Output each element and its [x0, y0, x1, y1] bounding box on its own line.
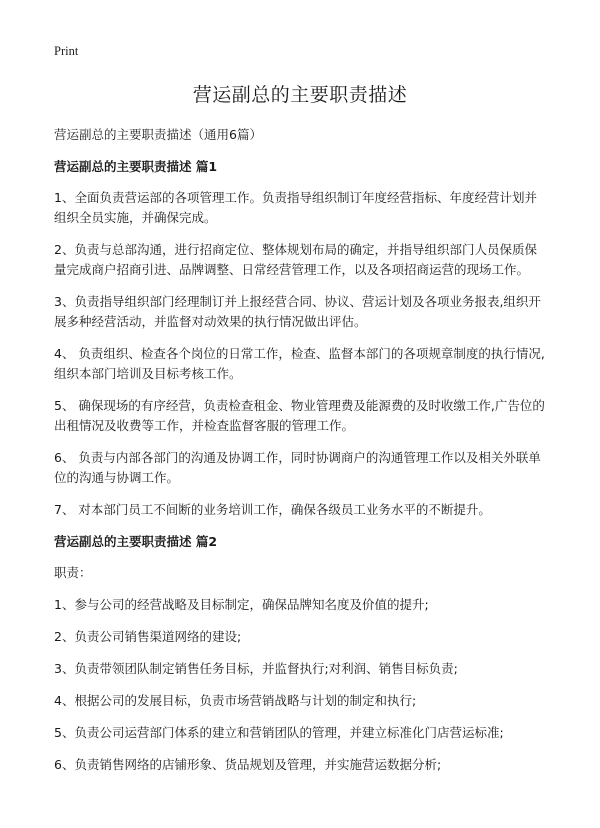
section-2 — [54, 532, 546, 775]
document-title: 营运副总的主要职责描述 — [192, 84, 408, 106]
section-1 — [54, 157, 546, 520]
paragraph: 职责： — [54, 565, 92, 580]
paragraph: 3、负责指导组织部门经理制订并上报经营合同、协议、营运计划及各项业务报表,组织开展多种经营活动，并监督对动效果的执行情况做出评估。 — [54, 294, 541, 329]
paragraph: 1、全面负责营运部的各项管理工作。负责指导组织制订年度经营指标、年度经营计划并组织全员实施，并确保完成。 — [54, 190, 537, 225]
document-subtitle: 营运副总的主要职责描述（通用6篇） — [54, 127, 262, 142]
paragraph: 1、参与公司的经营战略及目标制定，确保品牌知名度及价值的提升; — [54, 597, 429, 612]
paragraph: 5、 确保现场的有序经营，负责检查租金、物业管理费及能源费的及时收缴工作,广告位的出租情况及收费等工作，并检查监督客服的管理工作。 — [54, 398, 545, 433]
paragraph: 6、 负责与内部各部门的沟通及协调工作，同时协调商户的沟通管理工作以及相关外联单位的沟通与协调工作。 — [54, 450, 541, 485]
section-heading: 营运副总的主要职责描述 篇2 — [54, 534, 218, 549]
paragraph: 5、负责公司运营部门体系的建立和营销团队的管理，并建立标准化门店营运标准; — [54, 725, 504, 740]
paragraph: 4、根据公司的发展目标，负责市场营销战略与计划的制定和执行; — [54, 693, 417, 708]
section-heading: 营运副总的主要职责描述 篇1 — [54, 159, 218, 174]
paragraph: 4、 负责组织、检查各个岗位的日常工作，检查、监督本部门的各项规章制度的执行情况,组织本部门培训及目标考核工作。 — [54, 346, 545, 381]
paragraph: 7、 对本部门员工不间断的业务培训工作，确保各级员工业务水平的不断提升。 — [54, 502, 491, 517]
paragraph: 6、负责销售网络的店铺形象、货品规划及管理，并实施营运数据分析; — [54, 757, 442, 772]
paragraph: 3、负责带领团队制定销售任务目标，并监督执行;对利润、销售目标负责; — [54, 661, 458, 676]
paragraph: 2、负责与总部沟通，进行招商定位、整体规划布局的确定，并指导组织部门人员保质保量完成商户招商引进、品牌调整、日常经营管理工作，以及各项招商运营的现场工作。 — [54, 242, 537, 277]
paragraph: 2、负责公司销售渠道网络的建设; — [54, 629, 242, 644]
print-label: Print — [54, 44, 79, 58]
